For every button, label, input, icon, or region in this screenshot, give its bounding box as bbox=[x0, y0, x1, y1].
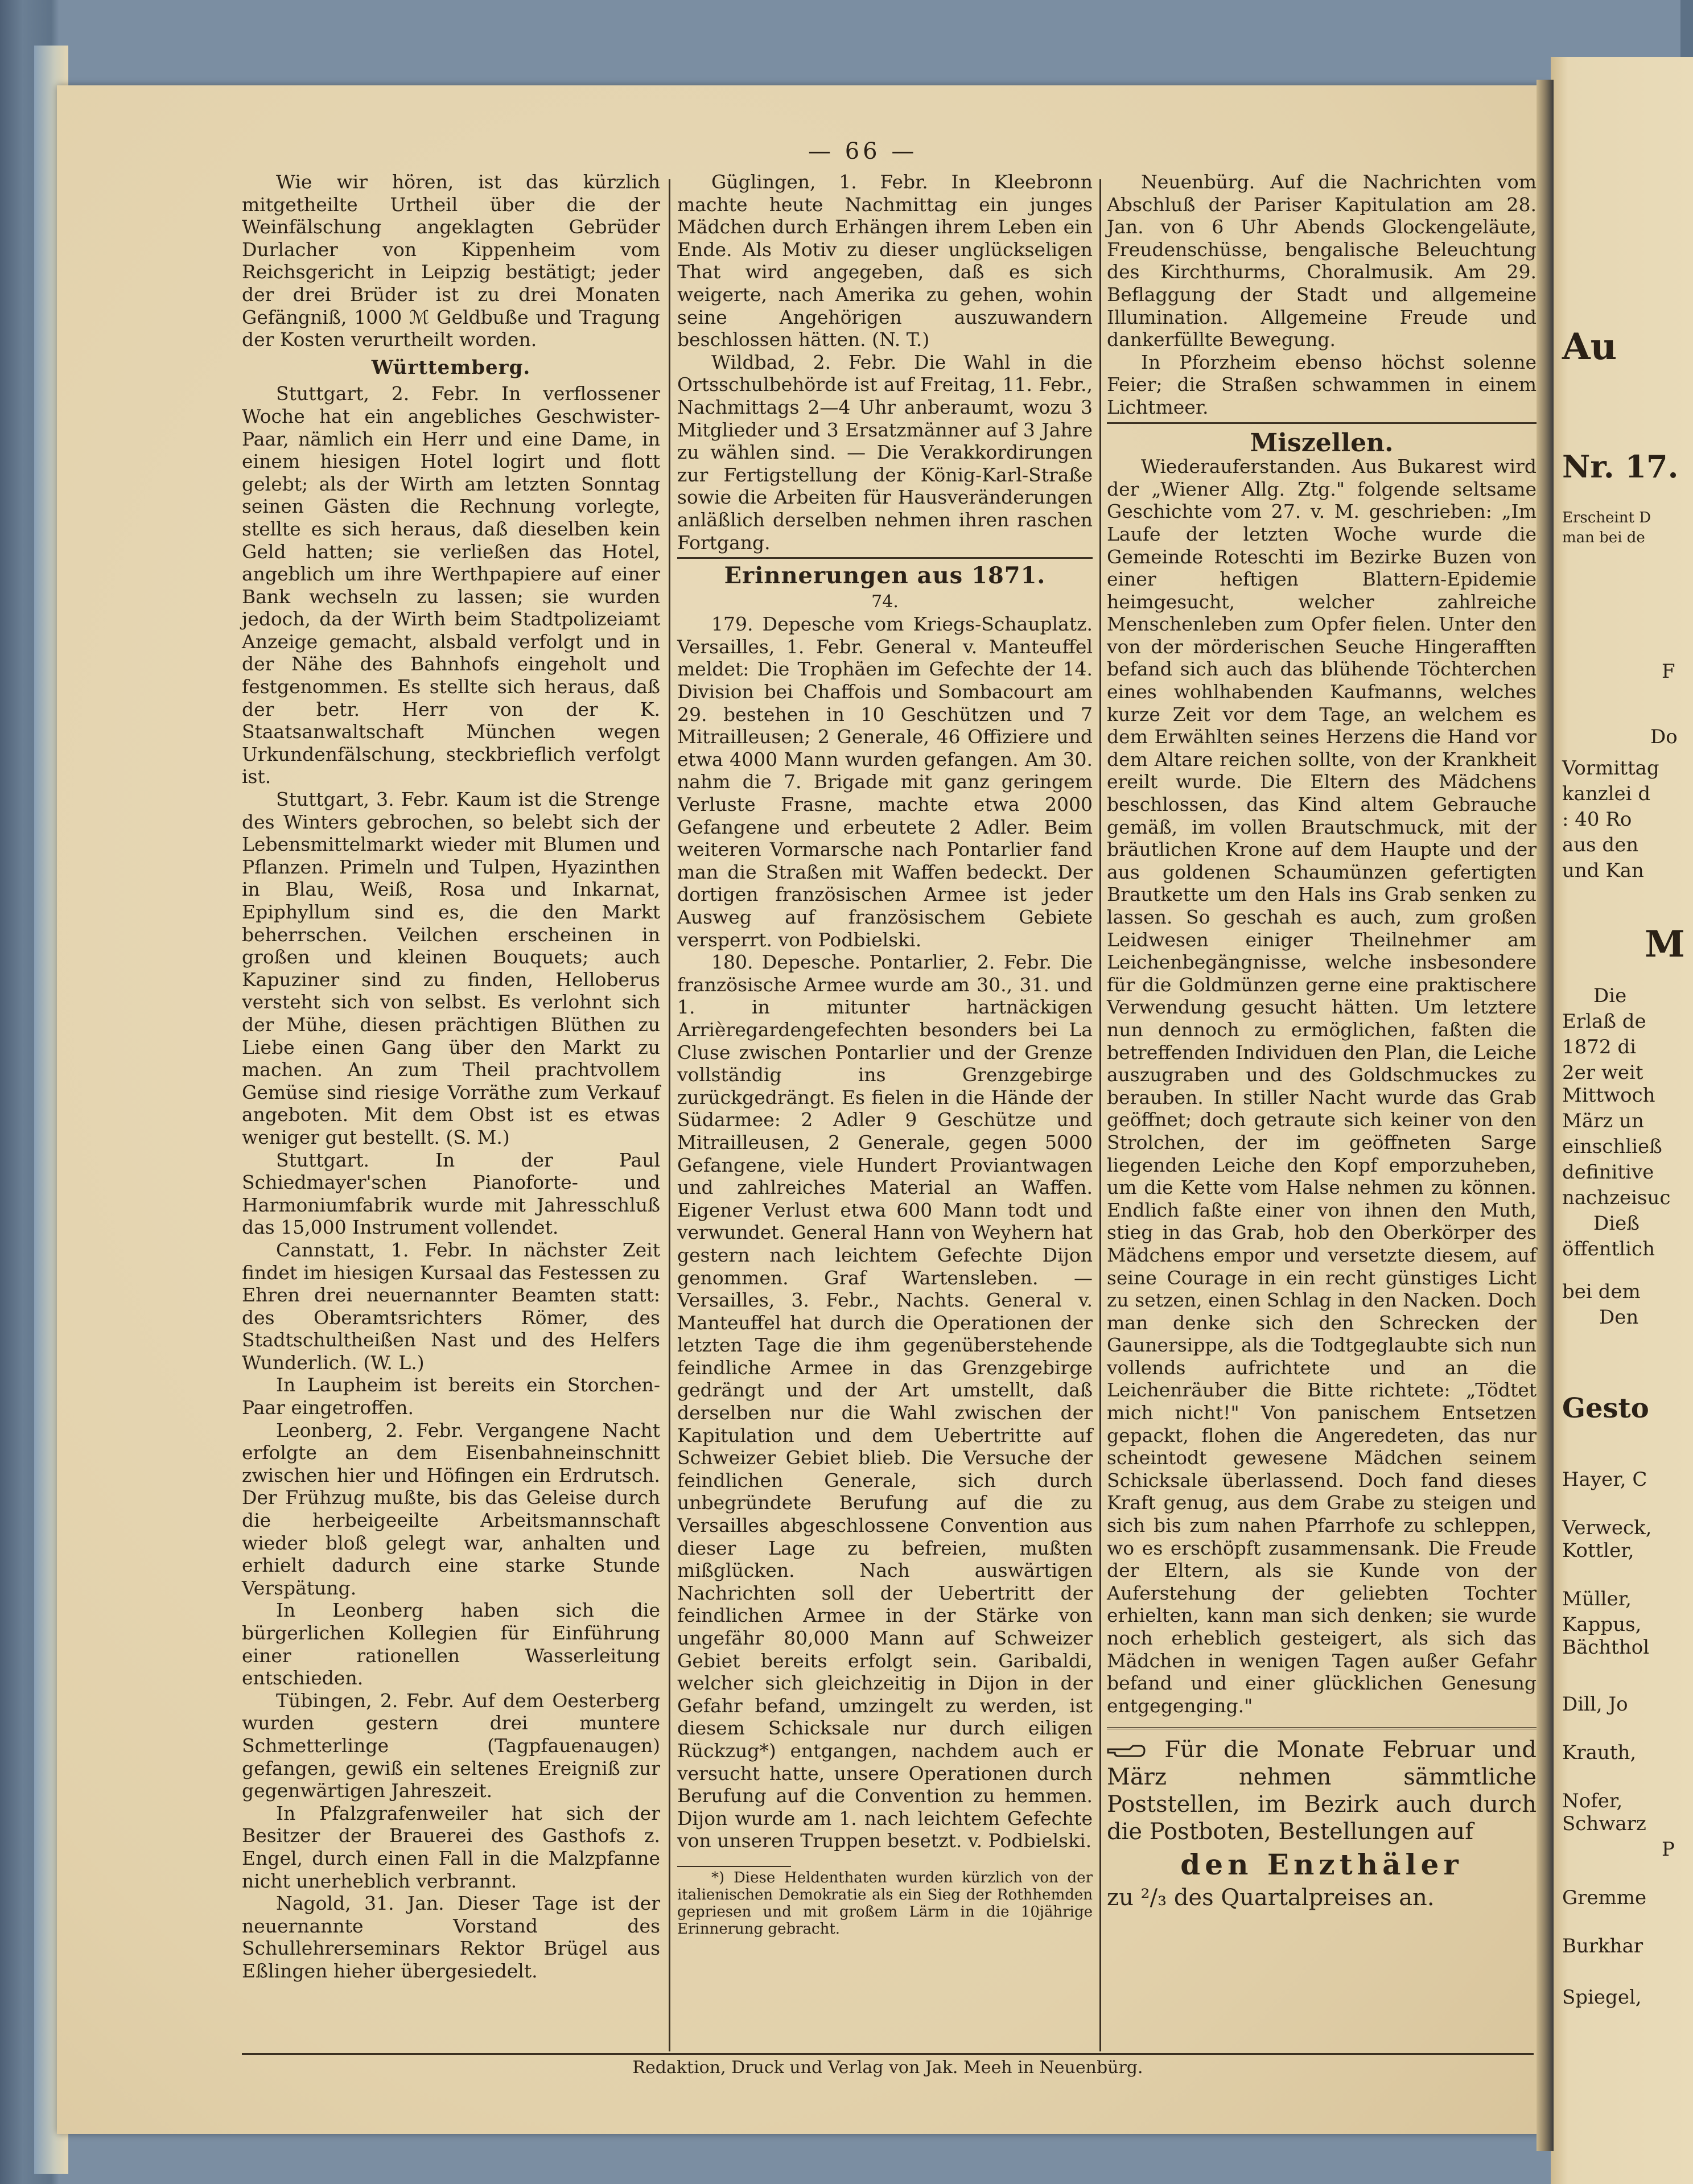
fragment-line: Schwarz bbox=[1562, 1812, 1646, 1835]
imprint-footer: Redaktion, Druck und Verlag von Jak. Meeh in Neuenbürg. bbox=[632, 2058, 1143, 2078]
article-paragraph: 180. Depesche. Pontarlier, 2. Febr. Die französische Armee wurde am 30., 31. und 1. in mitunter hartnäckigen Arrièregardengefechten besonders bei La Cluse zwischen Pontarlier und der Grenze vollständig ins Grenzgebirge zurückgedrängt. Es fielen in die Hände der Südarmee: 2 Adler 9 Geschütze und Mitrailleusen, 2 Generale, gegen 5000 Gefangene, viele Hundert Proviantwagen und zahlreiches Material an Waffen. Eigener Verlust etwa 600 Mann todt und verwundet. General Hann von Weyhern hat gestern nach leichtem Gefechte Dijon genommen. Graf Wartensleben. — Versailles, 3. Febr., Nachts. General v. Manteuffel hat durch die Operationen der letzten Tage die ihm gegenüberstehende feindliche Armee in das Grenzgebirge gedrängt und der Art umstellt, daß derselben nur die Wahl zwischen der Kapitulation und dem Uebertritte auf Schweizer Gebiet blieb. Die Versuche der feindlichen Generale, sich durch unbegründete Berufung auf die zu Versailles abgeschlossene Convention aus dieser Lage zu befreien, mußten mißglücken. Nach auswärtigen Nachrichten soll der Uebertritt der feindlichen Armee in der Stärke von ungefähr 80,000 Mann auf Schweizer Gebiet bereits erfolgt sein. Garibaldi, welcher sich gleichzeitig in Dijon in der Gefahr befand, umzingelt zu werden, ist diesem Schicksale nur durch eiligen Rückzug*) entgangen, nachdem auch er versucht hatte, unsere Operationen durch Berufung auf die Convention zu hemmen. Dijon wurde am 1. nach leichtem Gefechte von unseren Truppen besetzt. v. Podbielski. bbox=[677, 951, 1093, 1852]
article-paragraph: Neuenbürg. Auf die Nachrichten vom Abschluß der Pariser Kapitulation am 28. Jan. von 6 Uhr Abends Glockengeläute, Freudenschüsse, bengalische Beleuchtung des Kirchthurms, Choralmusik. Am 29. Beflaggung der Stadt und allgemeine Illumination. Allgemeine Freude und dankerfüllte Bewegung. bbox=[1107, 171, 1537, 351]
article-paragraph: Wie wir hören, ist das kürzlich mitgetheilte Urtheil über die der Weinfälschung angeklagten Gebrüder Durlacher von Kippenheim vom Reichsgericht in Leipzig bestätigt; jeder der drei Brüder ist zu drei Monaten Gefängniß, 1000 ℳ Geldbuße und Tragung der Kosten verurtheilt worden. bbox=[242, 171, 660, 351]
fragment-line: Dill, Jo bbox=[1562, 1693, 1628, 1716]
fragment-line: Bächthol bbox=[1562, 1636, 1650, 1659]
heading-miszellen: Miszellen. bbox=[1250, 428, 1394, 458]
fragment-line: : 40 Ro bbox=[1562, 808, 1632, 831]
section-rule bbox=[677, 557, 1093, 559]
fragment-line: Erscheint D bbox=[1562, 509, 1651, 526]
fragment-line: kanzlei d bbox=[1562, 782, 1651, 805]
fragment-line: Nofer, bbox=[1562, 1790, 1623, 1812]
subscription-notice bbox=[1107, 1727, 1537, 1911]
fragment-line: Hayer, C bbox=[1562, 1468, 1647, 1491]
article-paragraph: Stuttgart. In der Paul Schiedmayer'schen Pianoforte- und Harmoniumfabrik wurde mit Jahresschluß das 15,000 Instrument vollendet. bbox=[242, 1148, 660, 1239]
fragment-line: Verweck, bbox=[1562, 1517, 1652, 1539]
article-paragraph: 179. Depesche vom Kriegs-Schauplatz. Versailles, 1. Febr. General v. Manteuffel meldet: Die Trophäen im Gefechte der 14. Division bei Chaffois und Sombacourt am 29. bestehen in 10 Geschützen und 7 Mitrailleusen; 2 Generale, 46 Offiziere und etwa 4000 Mann wurden gefangen. Am 30. nahm die 7. Brigade mit ganz geringem Verluste Frasne, machte etwa 2000 Gefangene und erbeutete 2 Adler. Beim weiteren Vormarsche nach Pontarlier fand man die Straßen mit Waffen bedeckt. Der dortigen französischen Armee ist jeder Ausweg auf französischem Gebiete versperrt. von Podbielski. bbox=[677, 613, 1093, 951]
article-paragraph: Güglingen, 1. Febr. In Kleebronn machte heute Nachmittag ein junges Mädchen durch Erhängen ihrem Leben ein Ende. Als Motiv zu dieser unglückseligen That wird angegeben, daß es sich weigerte, nach Amerika zu gehen, wohin seine Angehörigen auszuwandern beschlossen hätten. (N. T.) bbox=[677, 171, 1093, 351]
article-paragraph: In Pfalzgrafenweiler hat sich der Besitzer der Brauerei des Gasthofs z. Engel, durch einen Fall in die Malzpfanne nicht unerheblich verbrannt. bbox=[242, 1802, 660, 1892]
article-paragraph: Stuttgart, 3. Febr. Kaum ist die Strenge des Winters gebrochen, so belebt sich der Lebensmittelmarkt wieder mit Blumen und Pflanzen. Primeln und Tulpen, Hyazinthen in Blau, Weiß, Rosa und Inkarnat, Epiphyllum sind es, die den Markt beherrschen. Veilchen erscheinen in großen und kleinen Bouquets; auch Kapuziner sind zu finden, Helloberus versteht sich von selbst. Es verlohnt sich der Mühe, diesen prächtigen Blüthen zu Liebe einen Gang über den Markt zu machen. An zum Theil prachtvollem Gemüse sind riesige Vorräthe zum Verkauf angeboten. Mit dem Obst ist es etwas weniger gut bestellt. (S. M.) bbox=[242, 788, 660, 1148]
article-paragraph: Wildbad, 2. Febr. Die Wahl in die Ortsschulbehörde ist auf Freitag, 11. Febr., Nachmittags 2—4 Uhr anberaumt, wozu 3 Mitglieder und 3 Ersatzmänner auf 3 Jahre zu wählen sind. — Die Verakkordirungen zur Fertigstellung der König-Karl-Straße sowie die Arbeiten für Hausveränderungen anläßlich derselben nehmen ihren raschen Fortgang. bbox=[677, 351, 1093, 554]
fragment-issue-number: Nr. 17. bbox=[1562, 448, 1679, 485]
column-rule-1 bbox=[669, 179, 670, 2051]
article-paragraph: In Pforzheim ebenso höchst solenne Feier; die Straßen schwammen in einem Lichtmeer. bbox=[1107, 351, 1537, 418]
section-heading-wuerttemberg: Württemberg. bbox=[371, 356, 531, 379]
fragment-line: Gremme bbox=[1562, 1886, 1647, 1909]
column-2 bbox=[677, 171, 1093, 1938]
column-3 bbox=[1107, 171, 1537, 1911]
fragment-line: 1872 di bbox=[1562, 1036, 1636, 1058]
notice-price-text: zu ²/₃ des Quartalpreises an. bbox=[1107, 1885, 1435, 1911]
fragment-heading: Au bbox=[1562, 325, 1617, 368]
fragment-line: und Kan bbox=[1562, 859, 1644, 882]
fragment-line: Die bbox=[1593, 984, 1627, 1007]
fragment-line: öffentlich bbox=[1562, 1238, 1655, 1260]
fragment-line: März un bbox=[1562, 1110, 1644, 1132]
fragment-line: 2er weit bbox=[1562, 1061, 1643, 1084]
fragment-line: Kappus, bbox=[1562, 1613, 1642, 1636]
fragment-line: man bei de bbox=[1562, 529, 1645, 546]
article-paragraph: Stuttgart, 2. Febr. In verflossener Woche hat ein angebliches Geschwister-Paar, nämlich ein Herr und eine Dame, in einem hiesigen Hotel logirt und flott gelebt; als der Wirth am letzten Sonntag seinen Gästen die Rechnung vorlegte, stellte es sich heraus, daß dieselben kein Geld hatten; sie verließen das Hotel, angeblich um ihre Werthpapiere auf einer Bank wechseln zu lassen; sie wurden jedoch, da der Wirth beim Stadtpolizeiamt Anzeige gemacht, alsbald verfolgt und in der Nähe des Bahnhofs eingeholt und festgenommen. Es stellte sich heraus, daß der betr. Herr von der K. Staatsanwaltschaft München wegen Urkundenfälschung, steckbrieflich verfolgt ist. bbox=[242, 382, 660, 788]
fragment-line: Do bbox=[1650, 726, 1678, 748]
footer-rule bbox=[242, 2053, 1534, 2055]
fragment-line: Kottler, bbox=[1562, 1539, 1634, 1562]
article-paragraph: In Laupheim ist bereits ein Storchen-Paar eingetroffen. bbox=[242, 1374, 660, 1419]
footnote: *) Diese Heldenthaten wurden kürzlich von der italienischen Demokratie als ein Sieg der Rothhemden gepriesen und mit großem Lärm in die 10jährige Erinnerung gebracht. bbox=[677, 1869, 1093, 1938]
fragment-line: Dieß bbox=[1593, 1212, 1640, 1235]
fragment-line: Den bbox=[1599, 1306, 1639, 1329]
article-paragraph: Tübingen, 2. Febr. Auf dem Oesterberg wurden gestern drei muntere Schmetterlinge (Tagpfauenaugen) gefangen, gewiß ein seltenes Ereigniß zur gegenwärtigen Jahreszeit. bbox=[242, 1689, 660, 1802]
column-rule-2 bbox=[1099, 179, 1101, 2051]
fragment-line: einschließ bbox=[1562, 1135, 1662, 1158]
footnote-rule bbox=[677, 1866, 791, 1867]
fragment-line: Erlaß de bbox=[1562, 1010, 1646, 1033]
article-paragraph: Cannstatt, 1. Febr. In nächster Zeit findet im hiesigen Kursaal das Festessen zu Ehren drei neuernannter Beamten statt: des Oberamtsrichters Römer, des Stadtschultheißen Nast und des Helfers Wunderlich. (W. L.) bbox=[242, 1238, 660, 1374]
column-1 bbox=[242, 171, 660, 1983]
heading-number: 74. bbox=[871, 591, 899, 612]
fragment-line: P bbox=[1662, 1838, 1675, 1861]
fragment-line: aus den bbox=[1562, 834, 1639, 856]
fragment-line: nachzeisuc bbox=[1562, 1186, 1671, 1209]
article-paragraph: Nagold, 31. Jan. Dieser Tage ist der neuernannte Vorstand des Schullehrerseminars Rektor Brügel aus Eßlingen hieher übergesiedelt. bbox=[242, 1892, 660, 1982]
heading-erinnerungen: Erinnerungen aus 1871. bbox=[724, 562, 1046, 590]
newspaper-name: den Enzthäler bbox=[1180, 1848, 1463, 1882]
fragment-line: definitive bbox=[1562, 1161, 1654, 1184]
fragment-heading: M bbox=[1645, 923, 1685, 966]
page-number: — 66 — bbox=[808, 138, 918, 164]
fragment-heading: Gesto bbox=[1562, 1392, 1649, 1424]
article-paragraph: Leonberg, 2. Febr. Vergangene Nacht erfolgte an dem Eisenbahneinschnitt zwischen hier und Höfingen ein Erdrutsch. Der Frühzug mußte, bis das Geleise durch die herbeigeeilte Arbeitsmannschaft wieder bloß gelegt war, anhalten und erhielt dadurch eine starke Stunde Verspätung. bbox=[242, 1419, 660, 1599]
fragment-line: Krauth, bbox=[1562, 1741, 1637, 1764]
notice-text: Für die Monate Februar und März nehmen sämmtliche Poststellen, im Bezirk auch durch die Postboten, Bestellungen auf bbox=[1107, 1737, 1537, 1845]
fragment-line: Burkhar bbox=[1562, 1935, 1643, 1958]
article-paragraph: Wiederauferstanden. Aus Bukarest wird der „Wiener Allg. Ztg." folgende seltsame Geschichte vom 27. v. M. geschrieben: „Im Laufe der letzten Woche wurde die Gemeinde Roteschti im Bezirke Buzen von einer heftigen Blattern-Epidemie heimgesucht, welcher zahlreiche Menschenleben zum Opfer fielen. Unter den von der mörderischen Seuche Hingerafften befand sich auch das blühende Töchterchen eines wohlhabenden Kaufmanns, welches kurze Zeit vor dem Tage, an welchem es dem Erwählten seines Herzens die Hand vor dem Altare reichen sollte, von der Krankheit ereilt wurde. Die Eltern des Mädchens beschlossen, das Kind altem Gebrauche gemäß, im vollen Brautschmuck, mit der bräutlichen Krone auf dem Haupte und der aus goldenen Schaumünzen gefertigten Brautkette um den Hals ins Grab senken zu lassen. So geschah es auch, zum großen Leidwesen einiger Theilnehmer am Leichenbegängnisse, welche insbesondere für die Goldmünzen gerne eine praktischere Verwendung gesucht hätten. Um letztere nun dennoch zu ermöglichen, faßten die betreffenden Individuen den Plan, die Leiche auszugraben und des Goldschmuckes zu berauben. In stiller Nacht wurde das Grab geöffnet; doch getraute sich keiner von den Strolchen, der im geöffneten Sarge liegenden Leiche den Kopf emporzuheben, um die Kette vom Halse nehmen zu können. Endlich faßte einer von ihnen den Muth, stieg in das Grab, hob den Oberkörper des Mädchens empor und versetzte diesem, auf seine Courage in ein recht günstiges Licht zu setzen, einen Schlag in den Nacken. Doch man denke sich den Schrecken der Gaunersippe, als die Todtgeglaubte sich nun vollends aufrichtete und an die Leichenräuber die Bitte richtete: „Tödtet mich nicht!" Von panischem Entsetzen gepackt, flohen die Angeredeten, das nur scheintodt gewesene Mädchen seinem Schicksale überlassend. Doch fand dieses Kraft genug, aus dem Grabe zu steigen und sich bis zum nahen Pfarrhofe zu schleppen, wo es erschöpft zusammensank. Die Freude der Eltern, als sie Kunde von der Auferstehung der geliebten Tochter erhielten, kann man sich denken; sie wurde noch erheblich gesteigert, als sich das Mädchen in wenigen Tagen außer Gefahr befand und einer glücklichen Genesung entgegenging." bbox=[1107, 455, 1537, 1717]
fragment-line: Vormittag bbox=[1562, 757, 1659, 780]
article-paragraph: In Leonberg haben sich die bürgerlichen Kollegien für Einführung einer rationellen Wasserleitung entschieden. bbox=[242, 1599, 660, 1689]
pointing-hand-icon bbox=[1107, 1744, 1147, 1759]
page-gutter bbox=[1537, 80, 1554, 2151]
fragment-line: bei dem bbox=[1562, 1280, 1641, 1303]
section-rule bbox=[1107, 422, 1537, 424]
fragment-line: Mittwoch bbox=[1562, 1084, 1655, 1107]
fragment-line: Spiegel, bbox=[1562, 1986, 1642, 2009]
fragment-line: F bbox=[1662, 660, 1675, 683]
fragment-line: Müller, bbox=[1562, 1588, 1632, 1610]
